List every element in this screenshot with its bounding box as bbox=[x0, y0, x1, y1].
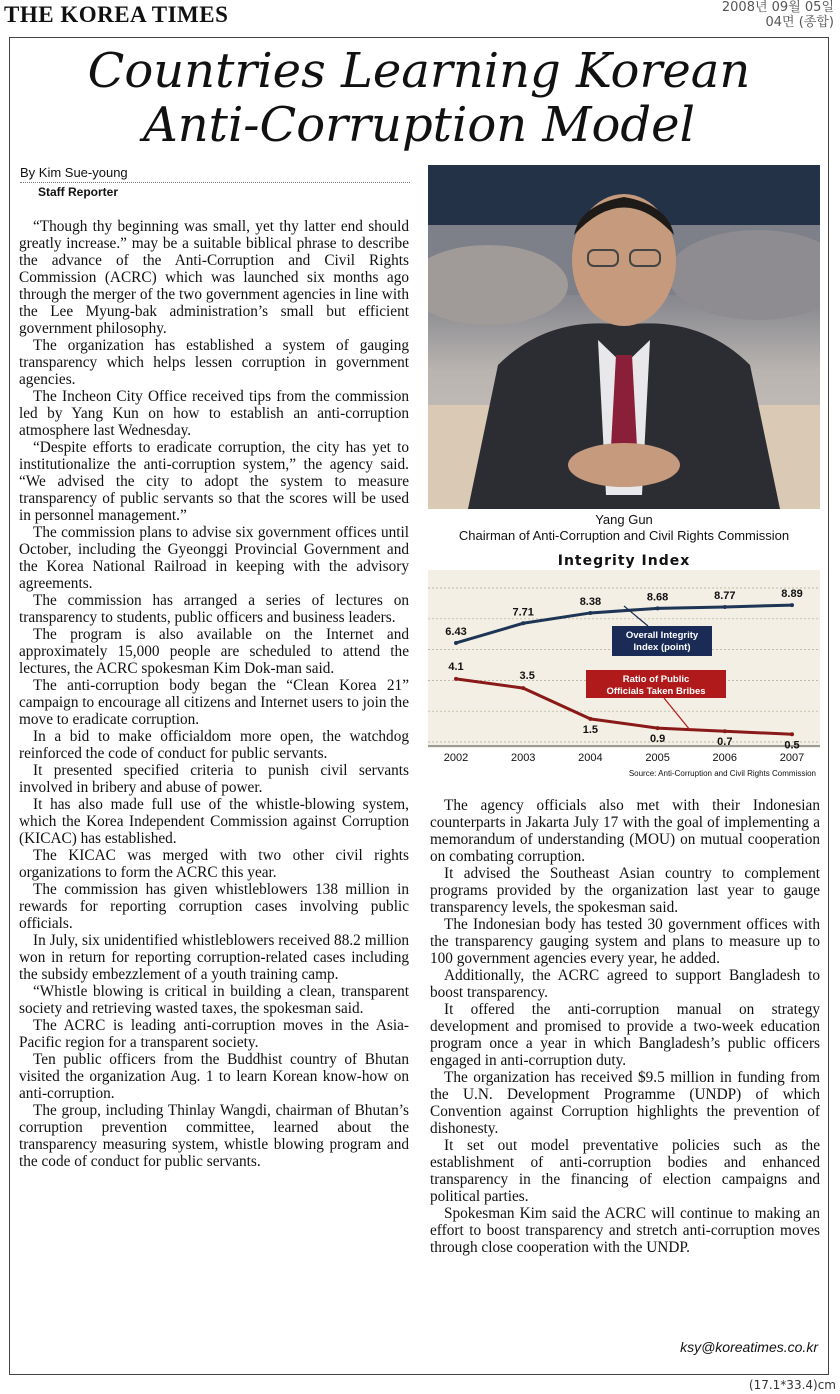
article-column-2 bbox=[430, 797, 820, 1256]
paragraph: It presented specified criteria to punish civil servants involved in bribery and abuse of power. bbox=[19, 762, 409, 796]
paragraph: In a bid to make officialdom more open, the watchdog reinforced the code of conduct for public servants. bbox=[19, 728, 409, 762]
paragraph: Spokesman Kim said the ACRC will continue to making an effort to boost transparency and stretch anti-corruption moves through close cooperation with the UNDP. bbox=[430, 1205, 820, 1256]
author-email: ksy@koreatimes.co.kr bbox=[680, 1339, 818, 1355]
paragraph: The ACRC is leading anti-corruption moves in the Asia-Pacific region for a transparent society. bbox=[19, 1017, 409, 1051]
x-tick-label: 2006 bbox=[712, 752, 738, 764]
paragraph: It advised the Southeast Asian country to complement programs provided by the organization last year to gauge transparency levels, the spokesman said. bbox=[430, 865, 820, 916]
data-point bbox=[656, 726, 660, 730]
paragraph: The agency officials also met with their Indonesian counterparts in Jakarta July 17 with the goal of implementing a memorandum of understanding (MOU) on mutual cooperation on combating corruption. bbox=[430, 797, 820, 865]
headline-line-1: Countries Learning Korean bbox=[87, 43, 751, 99]
x-tick-label: 2007 bbox=[779, 752, 805, 764]
data-point bbox=[723, 729, 727, 733]
data-point bbox=[790, 732, 794, 736]
integrity-index-chart bbox=[428, 570, 820, 770]
paragraph: The commission plans to advise six government offices until October, including the Gyeonggi Provincial Government and the Korea National Railroad in keeping with the advisory agreements. bbox=[19, 524, 409, 592]
paragraph: It offered the anti-corruption manual on strategy development and promised to provide a two-week education program once a year in which Bangladesh’s public officers engaged in anti-corruption duty. bbox=[430, 1001, 820, 1069]
paragraph: The program is also available on the Internet and approximately 15,000 people are scheduled to attend the lectures, the ACRC spokesman Kim Dok-man said. bbox=[19, 626, 409, 677]
paragraph: The commission has arranged a series of lectures on transparency to students, public officers and business leaders. bbox=[19, 592, 409, 626]
legend-label: Ratio of Public bbox=[622, 674, 690, 685]
legend-label: Overall Integrity bbox=[625, 630, 699, 641]
legend-label: Officials Taken Bribes bbox=[606, 686, 706, 697]
paragraph: The commission has given whistleblowers 138 million in rewards for reporting corruption cases involving public officials. bbox=[19, 881, 409, 932]
dateline-page: 04면 (종합) bbox=[765, 15, 834, 30]
paragraph: “Whistle blowing is critical in building a clean, transparent society and retrieving wasted taxes, the spokesman said. bbox=[19, 983, 409, 1017]
data-point bbox=[521, 686, 525, 690]
headline-line-2: Anti-Corruption Model bbox=[143, 97, 695, 153]
paragraph: The Incheon City Office received tips from the commission led by Yang Kun on how to establish an anti-corruption atmosphere last Wednesday. bbox=[19, 388, 409, 439]
data-label: 8.68 bbox=[646, 591, 669, 604]
data-point bbox=[723, 605, 727, 609]
paragraph: The Indonesian body has tested 30 government offices with the transparency gauging system and plans to measure up to 100 government agencies every year, he added. bbox=[430, 916, 820, 967]
paragraph: The organization has established a system of gauging transparency which helps lessen corruption in government agencies. bbox=[19, 337, 409, 388]
data-label: 0.7 bbox=[717, 736, 733, 749]
data-point bbox=[454, 677, 458, 681]
data-point bbox=[790, 603, 794, 607]
data-point bbox=[521, 621, 525, 625]
data-label: 6.43 bbox=[445, 625, 467, 638]
legend-label: Index (point) bbox=[633, 642, 691, 653]
data-label: 4.1 bbox=[448, 660, 464, 673]
caption-name: Yang Gun bbox=[595, 512, 653, 527]
data-label: 1.5 bbox=[582, 723, 599, 736]
paragraph: It set out model preventative policies such as the establishment of anti-corruption bodies and enhanced transparency in the financing of election campaigns and political parties. bbox=[430, 1137, 820, 1205]
x-tick-label: 2004 bbox=[578, 752, 603, 764]
dateline bbox=[722, 0, 834, 30]
plot-background bbox=[428, 570, 820, 748]
chart-title: Integrity Index bbox=[557, 553, 691, 569]
headline bbox=[10, 44, 828, 152]
paragraph: The group, including Thinlay Wangdi, chairman of Bhutan’s corruption prevention committee, learned about the transparency measuring system, whistle blowing program and the code of conduct for public servants. bbox=[19, 1102, 409, 1170]
chart-source: Source: Anti-Corruption and Civil Rights Commission bbox=[628, 769, 816, 778]
byline: By Kim Sue-young bbox=[20, 165, 410, 183]
article-column-1 bbox=[19, 218, 409, 1170]
paragraph: Additionally, the ACRC agreed to support Bangladesh to boost transparency. bbox=[430, 967, 820, 1001]
data-point bbox=[656, 606, 660, 610]
data-label: 7.71 bbox=[512, 606, 534, 619]
data-label: 8.38 bbox=[579, 595, 602, 608]
caption-title: Chairman of Anti-Corruption and Civil Rights Commission bbox=[458, 528, 790, 543]
data-point bbox=[588, 611, 592, 615]
masthead: THE KOREA TIMES bbox=[4, 2, 229, 27]
data-label: 0.5 bbox=[784, 739, 800, 752]
paragraph: Ten public officers from the Buddhist country of Bhutan visited the organization Aug. 1 to learn Korean know-how on anti-corruption. bbox=[19, 1051, 409, 1102]
data-point bbox=[454, 641, 458, 645]
dateline-date: 2008년 09월 05일 bbox=[721, 0, 834, 15]
photo-caption bbox=[428, 512, 820, 544]
paragraph: “Though thy beginning was small, yet thy latter end should greatly increase.” may be a suitable biblical phrase to describe the advance of the Anti-Corruption and Civil Rights Commission (ACRC) which was launched six months ago through the merger of the two government agencies in line with the Lee Myung-bak administration’s small but efficient government philosophy. bbox=[19, 218, 409, 337]
data-label: 8.89 bbox=[781, 588, 803, 601]
paragraph: The KICAC was merged with two other civil rights organizations to form the ACRC this year. bbox=[19, 847, 409, 881]
paragraph: It has also made full use of the whistle-blowing system, which the Korea Independent Commission against Corruption (KICAC) has established. bbox=[19, 796, 409, 847]
portrait-photo bbox=[428, 165, 820, 509]
data-label: 8.77 bbox=[714, 589, 736, 602]
data-label: 0.9 bbox=[649, 733, 666, 746]
paragraph: In July, six unidentified whistleblowers received 88.2 million won in return for reporting corruption-related cases including the subsidy embezzlement of a youth training camp. bbox=[19, 932, 409, 983]
x-tick-label: 2002 bbox=[443, 752, 469, 764]
byline-role: Staff Reporter bbox=[38, 185, 119, 199]
paragraph: “Despite efforts to eradicate corruption, the city has yet to institutionalize the anti-corruption system,” the agency said. “We advised the city to adopt the system to measure transparency of public servants so that the scores will be used in personnel management.” bbox=[19, 439, 409, 524]
x-tick-label: 2005 bbox=[645, 752, 670, 764]
paragraph: The organization has received $9.5 million in funding from the U.N. Development Programme (UNDP) of which Convention against Corruption highlights the prevention of dishonesty. bbox=[430, 1069, 820, 1137]
x-tick-label: 2003 bbox=[510, 752, 536, 764]
data-label: 3.5 bbox=[519, 670, 535, 683]
paragraph: The anti-corruption body began the “Clean Korea 21” campaign to encourage all citizens and Internet users to join the move to eradicate corruption. bbox=[19, 677, 409, 728]
portrait-illustration bbox=[428, 165, 820, 509]
size-note: (17.1*33.4)cm bbox=[748, 1378, 836, 1392]
data-point bbox=[588, 717, 592, 721]
